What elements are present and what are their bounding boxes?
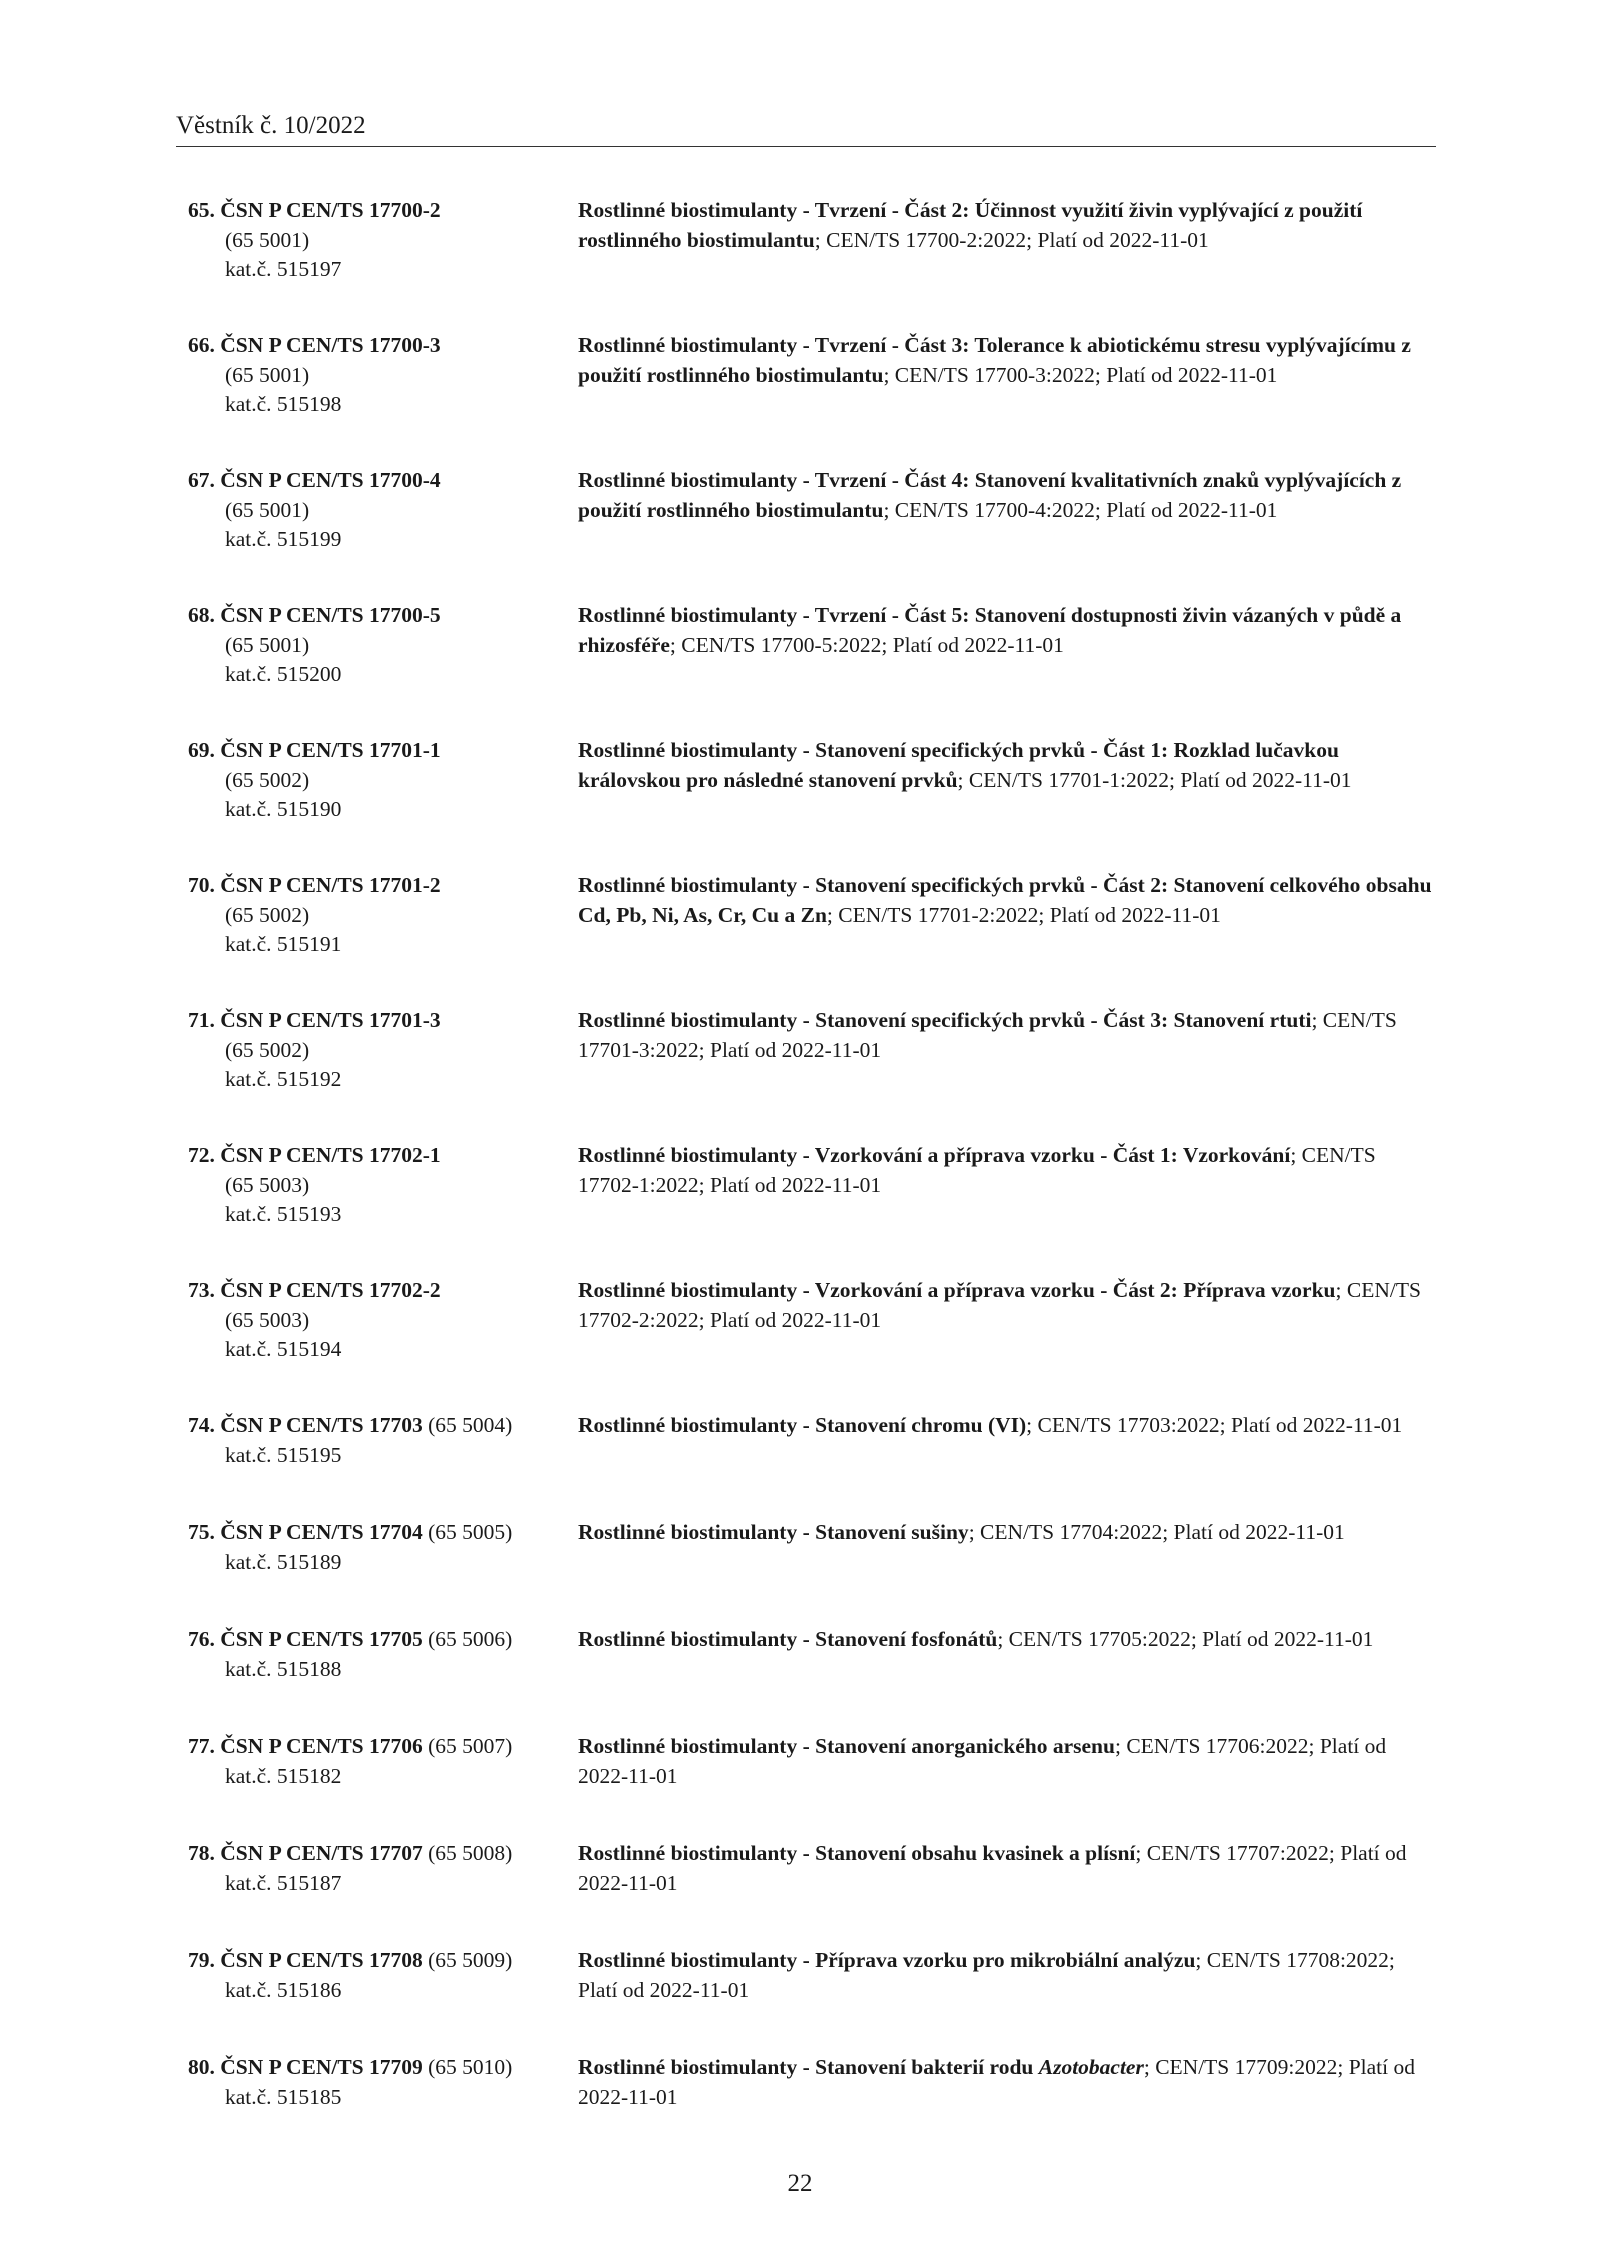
standard-class: (65 5001): [225, 227, 310, 252]
standard-code: ČSN P CEN/TS 17706: [220, 1734, 423, 1758]
list-item: [188, 1141, 1448, 1276]
standard-id: [188, 601, 578, 736]
standard-code: ČSN P CEN/TS 17708: [220, 1948, 423, 1972]
standard-details: ; CEN/TS 17708:2022; Platí od 2022-11-01: [578, 1948, 1395, 2002]
list-item: [188, 1839, 1448, 1946]
standard-details: ; CEN/TS 17700-5:2022; Platí od 2022-11-01: [669, 632, 1064, 657]
standard-class: (65 5010): [428, 2055, 513, 2079]
standard-details: ; CEN/TS 17706:2022; Platí od 2022-11-01: [578, 1734, 1387, 1788]
standard-code: ČSN P CEN/TS 17702-2: [220, 1278, 441, 1302]
standard-description: [578, 1946, 1438, 2053]
catalog-number: kat.č. 515187: [225, 1870, 342, 1895]
entry-number: 74.: [188, 1413, 215, 1437]
standard-title: Rostlinné biostimulanty - Tvrzení - Část 4: Stanovení kvalitativních znaků vyplývajících z použití rostlinného biostimulantu: [578, 468, 1402, 522]
standard-details: ; CEN/TS 17704:2022; Platí od 2022-11-01: [968, 1520, 1345, 1544]
standard-title: Rostlinné biostimulanty - Stanovení specifických prvků - Část 1: Rozklad lučavkou královskou pro následné stanovení prvků: [578, 738, 1339, 792]
list-item: [188, 601, 1448, 736]
standard-title: Rostlinné biostimulanty - Vzorkování a příprava vzorku - Část 2: Příprava vzorku: [578, 1278, 1336, 1302]
standard-code: ČSN P CEN/TS 17703: [220, 1413, 423, 1437]
standard-class: (65 5006): [428, 1627, 513, 1651]
entry-number: 70.: [188, 873, 215, 897]
standard-class: (65 5002): [225, 902, 310, 927]
standard-code: ČSN P CEN/TS 17705: [220, 1627, 423, 1651]
catalog-number: kat.č. 515199: [225, 527, 342, 551]
list-item: [188, 1411, 1448, 1518]
standard-code: ČSN P CEN/TS 17701-1: [220, 738, 441, 762]
entry-number: 78.: [188, 1841, 215, 1865]
list-item: [188, 1276, 1448, 1411]
standard-code: ČSN P CEN/TS 17702-1: [220, 1143, 441, 1167]
catalog-number: kat.č. 515198: [225, 392, 342, 416]
catalog-number: kat.č. 515193: [225, 1202, 342, 1226]
list-item: [188, 1006, 1448, 1141]
entry-number: 66.: [188, 333, 215, 357]
standard-description: [578, 1411, 1438, 1518]
standard-id: [188, 1518, 578, 1625]
standard-details: ; CEN/TS 17701-2:2022; Platí od 2022-11-01: [826, 902, 1221, 927]
standard-description: [578, 1006, 1438, 1141]
standard-details: ; CEN/TS 17700-2:2022; Platí od 2022-11-01: [814, 227, 1209, 252]
list-item: [188, 2053, 1448, 2160]
catalog-number: kat.č. 515190: [225, 797, 342, 821]
page-header: Věstník č. 10/2022: [176, 112, 1436, 147]
standard-details: ; CEN/TS 17705:2022; Platí od 2022-11-01: [997, 1627, 1374, 1651]
standard-details: ; CEN/TS 17707:2022; Platí od 2022-11-01: [578, 1841, 1407, 1895]
entry-number: 69.: [188, 738, 215, 762]
list-item: [188, 1946, 1448, 2053]
standard-class: (65 5001): [225, 632, 310, 657]
list-item: [188, 871, 1448, 1006]
standard-title: Rostlinné biostimulanty - Tvrzení - Část 3: Tolerance k abiotickému stresu vyplývajícímu z použití rostlinného biostimulantu: [578, 333, 1411, 387]
standard-class: (65 5002): [225, 1037, 310, 1062]
standard-details: ; CEN/TS 17701-3:2022; Platí od 2022-11-01: [578, 1008, 1397, 1062]
catalog-number: kat.č. 515186: [225, 1977, 342, 2002]
standard-details: ; CEN/TS 17702-2:2022; Platí od 2022-11-01: [578, 1278, 1421, 1332]
standard-details: ; CEN/TS 17700-3:2022; Platí od 2022-11-01: [883, 362, 1278, 387]
entry-number: 80.: [188, 2055, 215, 2079]
standard-title: Rostlinné biostimulanty - Příprava vzorku pro mikrobiální analýzu: [578, 1948, 1196, 1972]
catalog-number: kat.č. 515188: [225, 1656, 342, 1681]
standard-description: [578, 1839, 1438, 1946]
catalog-number: kat.č. 515195: [225, 1442, 342, 1467]
standard-title: Rostlinné biostimulanty - Stanovení sušiny: [578, 1520, 969, 1544]
standard-class: (65 5007): [428, 1734, 513, 1758]
standard-id: [188, 331, 578, 466]
standard-details: ; CEN/TS 17709:2022; Platí od 2022-11-01: [578, 2055, 1415, 2109]
standard-title: Rostlinné biostimulanty - Stanovení bakterií rodu: [578, 2055, 1039, 2079]
catalog-number: kat.č. 515189: [225, 1549, 342, 1574]
standard-title: Rostlinné biostimulanty - Stanovení anorganického arsenu: [578, 1734, 1115, 1758]
standard-class: (65 5001): [225, 362, 310, 387]
standard-code: ČSN P CEN/TS 17700-2: [220, 198, 441, 222]
standard-description: [578, 601, 1438, 736]
entry-number: 65.: [188, 198, 215, 222]
entry-number: 76.: [188, 1627, 215, 1651]
page-number: 22: [787, 2170, 813, 2197]
list-item: [188, 466, 1448, 601]
standard-code: ČSN P CEN/TS 17704: [220, 1520, 423, 1544]
catalog-number: kat.č. 515197: [225, 257, 342, 281]
standard-code: ČSN P CEN/TS 17700-5: [220, 603, 441, 627]
standard-title-italic: Azotobacter: [1038, 2055, 1144, 2079]
standard-description: [578, 1625, 1438, 1732]
catalog-number: kat.č. 515200: [225, 662, 342, 686]
standard-code: ČSN P CEN/TS 17700-3: [220, 333, 441, 357]
standard-code: ČSN P CEN/TS 17707: [220, 1841, 423, 1865]
standard-code: ČSN P CEN/TS 17701-3: [220, 1008, 441, 1032]
standard-description: [578, 1518, 1438, 1625]
standard-id: [188, 196, 578, 331]
list-item: [188, 331, 1448, 466]
standard-class: (65 5008): [428, 1841, 513, 1865]
standard-id: [188, 1946, 578, 2053]
standard-id: [188, 1839, 578, 1946]
standard-id: [188, 1411, 578, 1518]
standard-description: [578, 1141, 1438, 1276]
list-item: [188, 1518, 1448, 1625]
list-item: [188, 196, 1448, 331]
standard-id: [188, 736, 578, 871]
list-item: [188, 1625, 1448, 1732]
standard-class: (65 5005): [428, 1520, 513, 1544]
standard-id: [188, 466, 578, 601]
catalog-number: kat.č. 515191: [225, 932, 342, 956]
standard-code: ČSN P CEN/TS 17701-2: [220, 873, 441, 897]
catalog-number: kat.č. 515182: [225, 1763, 342, 1788]
standard-title: Rostlinné biostimulanty - Tvrzení - Část 5: Stanovení dostupnosti živin vázaných v půdě a rhizosféře: [578, 603, 1402, 657]
standard-id: [188, 871, 578, 1006]
standard-description: [578, 871, 1438, 1006]
entry-number: 67.: [188, 468, 215, 492]
list-item: [188, 736, 1448, 871]
standard-title: Rostlinné biostimulanty - Tvrzení - Část 2: Účinnost využití živin vyplývající z použití rostlinného biostimulantu: [578, 198, 1363, 252]
standard-description: [578, 2053, 1438, 2160]
standard-details: ; CEN/TS 17700-4:2022; Platí od 2022-11-01: [883, 497, 1278, 522]
entry-number: 68.: [188, 603, 215, 627]
standard-id: [188, 1732, 578, 1839]
standard-description: [578, 1732, 1438, 1839]
entry-number: 75.: [188, 1520, 215, 1544]
entry-number: 72.: [188, 1143, 215, 1167]
standard-id: [188, 1625, 578, 1732]
standard-id: [188, 1276, 578, 1411]
standard-description: [578, 466, 1438, 601]
standard-details: ; CEN/TS 17703:2022; Platí od 2022-11-01: [1026, 1413, 1403, 1437]
standard-title: Rostlinné biostimulanty - Vzorkování a příprava vzorku - Část 1: Vzorkování: [578, 1143, 1291, 1167]
standard-class: (65 5002): [225, 767, 310, 792]
standard-class: (65 5009): [428, 1948, 513, 1972]
standard-description: [578, 1276, 1438, 1411]
entry-number: 77.: [188, 1734, 215, 1758]
entry-number: 79.: [188, 1948, 215, 1972]
list-item: [188, 1732, 1448, 1839]
standard-class: (65 5003): [225, 1307, 310, 1332]
catalog-number: kat.č. 515194: [225, 1337, 342, 1361]
standard-id: [188, 2053, 578, 2160]
standard-title: Rostlinné biostimulanty - Stanovení specifických prvků - Část 3: Stanovení rtuti: [578, 1008, 1312, 1032]
standard-details: ; CEN/TS 17702-1:2022; Platí od 2022-11-01: [578, 1143, 1376, 1197]
standard-title: Rostlinné biostimulanty - Stanovení fosfonátů: [578, 1627, 998, 1651]
standard-description: [578, 196, 1438, 331]
standard-id: [188, 1141, 578, 1276]
catalog-number: kat.č. 515185: [225, 2084, 342, 2109]
standard-title: Rostlinné biostimulanty - Stanovení chromu (VI): [578, 1413, 1027, 1437]
standard-id: [188, 1006, 578, 1141]
catalog-number: kat.č. 515192: [225, 1067, 342, 1091]
standard-description: [578, 736, 1438, 871]
standard-title: Rostlinné biostimulanty - Stanovení specifických prvků - Část 2: Stanovení celkového obsahu Cd, Pb, Ni, As, Cr, Cu a Zn: [578, 873, 1432, 927]
standard-class: (65 5001): [225, 497, 310, 522]
standard-code: ČSN P CEN/TS 17700-4: [220, 468, 441, 492]
standard-code: ČSN P CEN/TS 17709: [220, 2055, 423, 2079]
entry-number: 71.: [188, 1008, 215, 1032]
standard-class: (65 5003): [225, 1172, 310, 1197]
standard-details: ; CEN/TS 17701-1:2022; Platí od 2022-11-01: [957, 767, 1352, 792]
standard-class: (65 5004): [428, 1413, 513, 1437]
standards-list: [188, 196, 1448, 2160]
standard-title: Rostlinné biostimulanty - Stanovení obsahu kvasinek a plísní: [578, 1841, 1136, 1865]
standard-description: [578, 331, 1438, 466]
entry-number: 73.: [188, 1278, 215, 1302]
